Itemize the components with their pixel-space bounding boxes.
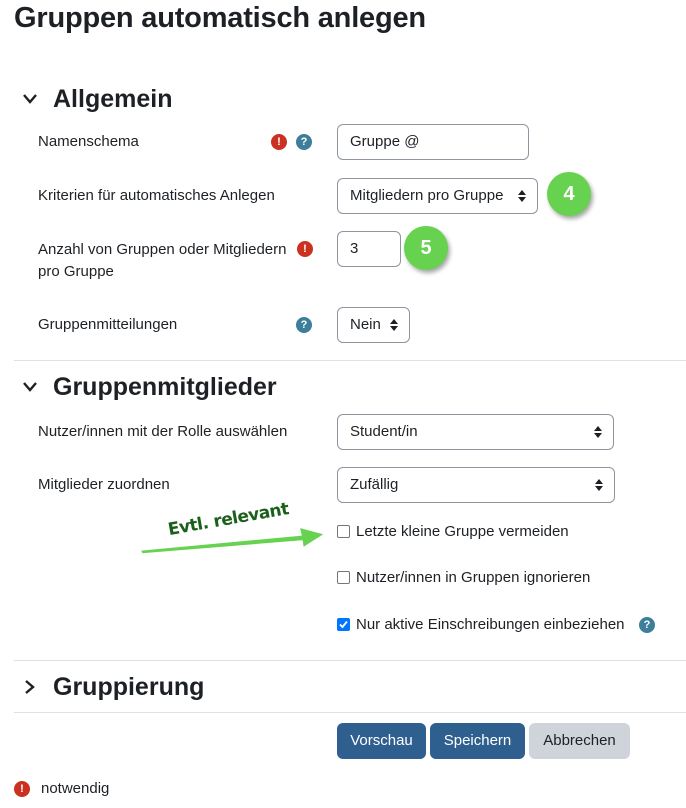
active-only-label: Nur aktive Einschreibungen einbeziehen (356, 616, 625, 633)
allocate-label: Mitglieder zuordnen (38, 476, 170, 493)
count-input[interactable]: 3 (337, 231, 401, 267)
select-caret-icon (594, 426, 602, 438)
naming-label: Namenschema (38, 133, 139, 150)
step-badge-4: 4 (547, 172, 591, 216)
help-icon[interactable]: ? (639, 617, 655, 633)
section-grouping-toggle[interactable] (20, 673, 260, 703)
annotation-relevant-label: Evtl. relevant (166, 499, 291, 540)
section-title-general: Allgemein (53, 85, 173, 113)
naming-input[interactable]: Gruppe @ (337, 124, 529, 160)
allocate-value: Zufällig (350, 476, 399, 493)
messaging-label: Gruppenmitteilungen (38, 316, 178, 333)
section-general-toggle[interactable] (20, 85, 260, 115)
checkbox-row-ignore-grouped[interactable] (337, 567, 607, 589)
role-select[interactable] (337, 414, 614, 450)
section-divider (14, 360, 686, 361)
checkmark-icon (338, 619, 349, 630)
checkbox-row-avoid-small[interactable] (337, 521, 597, 543)
help-icon[interactable]: ? (296, 317, 312, 333)
ignore-grouped-checkbox[interactable] (337, 571, 350, 584)
checkbox-row-active-only[interactable] (337, 614, 637, 636)
allocate-select[interactable] (337, 467, 615, 503)
criteria-label: Kriterien für automatisches Anlegen (38, 187, 275, 204)
section-divider (14, 660, 686, 661)
section-title-grouping: Gruppierung (53, 673, 205, 701)
active-only-checkbox[interactable] (337, 618, 350, 631)
section-members-toggle[interactable] (20, 373, 320, 403)
cancel-button[interactable]: Abbrechen (529, 723, 630, 759)
save-button[interactable]: Speichern (430, 723, 525, 759)
ignore-grouped-label: Nutzer/innen in Gruppen ignorieren (356, 569, 591, 586)
count-label-line1: Anzahl von Gruppen oder Mitgliedern (38, 241, 287, 258)
role-value: Student/in (350, 423, 418, 440)
required-icon[interactable]: ! (271, 134, 287, 150)
help-icon[interactable]: ? (296, 134, 312, 150)
chevron-down-icon (22, 381, 38, 393)
chevron-down-icon (22, 93, 38, 105)
avoid-small-checkbox[interactable] (337, 525, 350, 538)
page-title: Gruppen automatisch anlegen (14, 2, 426, 34)
required-icon: ! (14, 781, 30, 797)
select-caret-icon (595, 479, 603, 491)
criteria-select[interactable] (337, 178, 538, 214)
select-caret-icon (390, 319, 398, 331)
step-badge-5: 5 (404, 226, 448, 270)
required-note: notwendig (41, 780, 110, 797)
section-title-members: Gruppenmitglieder (53, 373, 277, 401)
avoid-small-label: Letzte kleine Gruppe vermeiden (356, 523, 569, 540)
section-divider (14, 712, 686, 713)
select-caret-icon (518, 190, 526, 202)
role-label: Nutzer/innen mit der Rolle auswählen (38, 423, 288, 440)
preview-button[interactable]: Vorschau (337, 723, 426, 759)
required-icon[interactable]: ! (297, 241, 313, 257)
messaging-select[interactable] (337, 307, 410, 343)
chevron-right-icon (24, 679, 36, 695)
messaging-value: Nein (350, 316, 381, 333)
count-label-line2: pro Gruppe (38, 263, 114, 280)
criteria-value: Mitgliedern pro Gruppe (350, 187, 504, 204)
